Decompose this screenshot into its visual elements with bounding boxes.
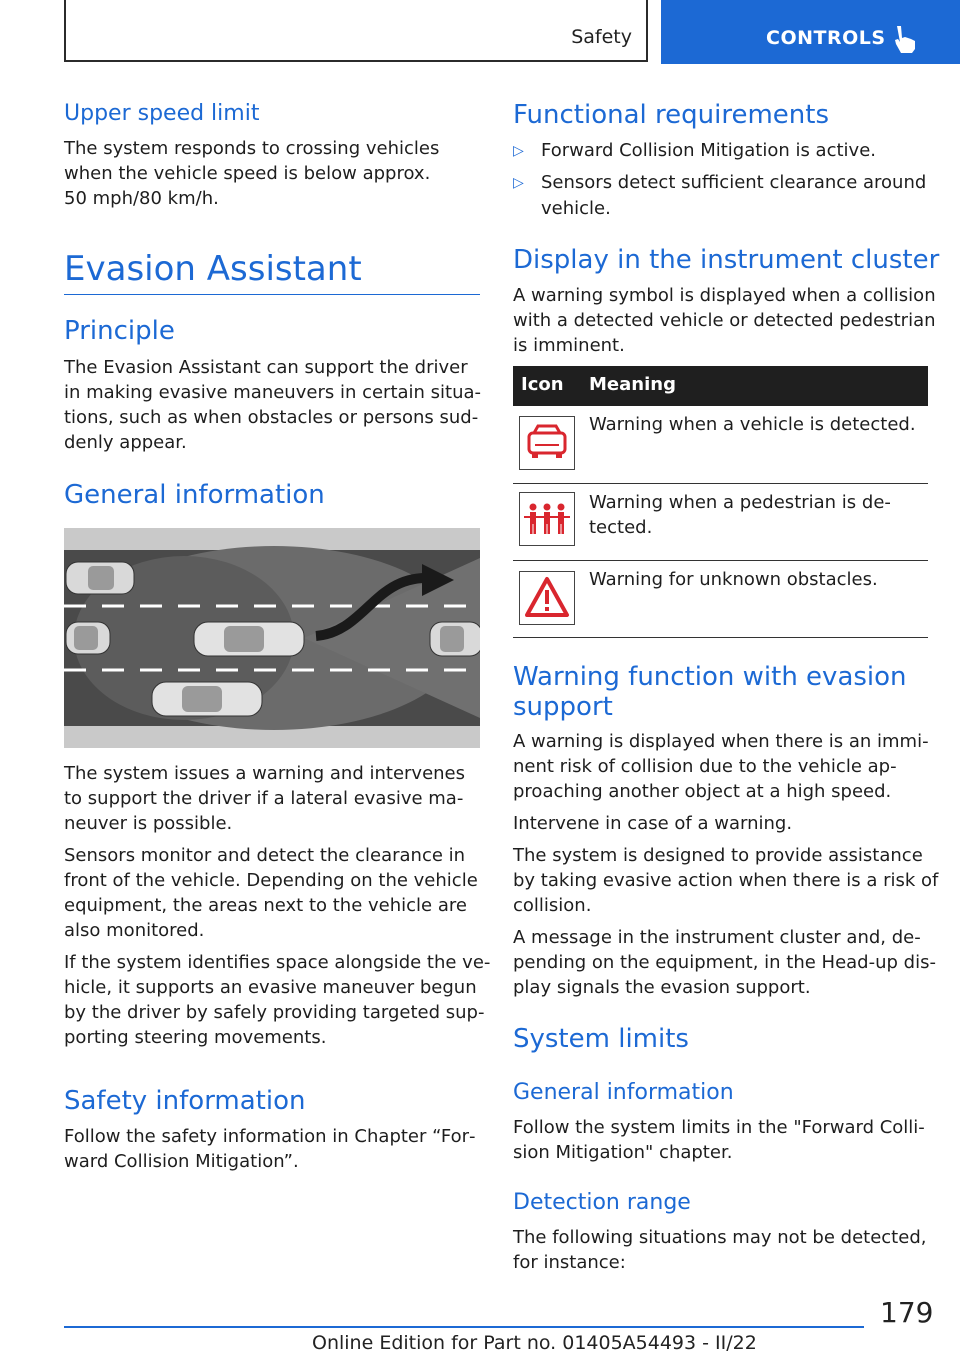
text-line: The Evasion Assistant can support the driver bbox=[64, 357, 468, 378]
display-text bbox=[513, 283, 936, 358]
text-line: nent risk of collision due to the vehicle ap‐ bbox=[513, 756, 897, 777]
meaning-text bbox=[589, 412, 916, 437]
text-line: proaching another object at a high speed. bbox=[513, 781, 892, 802]
text-line: The system responds to crossing vehicles bbox=[64, 138, 440, 159]
triangle-bullet-icon: ▷ bbox=[513, 143, 524, 159]
car-icon bbox=[152, 682, 262, 716]
row-divider bbox=[513, 637, 928, 638]
text-line: to support the driver if a lateral evasive ma‐ bbox=[64, 788, 464, 809]
vehicle-warning-icon bbox=[519, 416, 575, 470]
text-line: sion Mitigation" chapter. bbox=[513, 1142, 733, 1163]
column-header-meaning: Meaning bbox=[589, 374, 676, 395]
limits-general-heading: General information bbox=[513, 1080, 734, 1105]
meaning-text bbox=[589, 567, 878, 592]
text-line: If the system identifies space alongside the ve‐ bbox=[64, 952, 491, 973]
text-line: The following situations may not be detected, bbox=[513, 1227, 927, 1248]
limits-heading: System limits bbox=[513, 1024, 689, 1054]
bullet-text: vehicle. bbox=[541, 198, 611, 219]
page-number: 179 bbox=[880, 1296, 934, 1329]
warning-para-1 bbox=[513, 729, 929, 804]
text-line: porting steering movements. bbox=[64, 1027, 327, 1048]
table-row bbox=[513, 561, 928, 637]
upper-speed-heading: Upper speed limit bbox=[64, 101, 260, 126]
text-line: Warning when a pedestrian is de‐ bbox=[589, 492, 891, 513]
title-rule bbox=[64, 294, 480, 295]
text-line: front of the vehicle. Depending on the vehicle bbox=[64, 870, 478, 891]
bullet-text: Sensors detect sufficient clearance around bbox=[541, 172, 927, 193]
text-line: collision. bbox=[513, 895, 592, 916]
table-row bbox=[513, 484, 928, 560]
warning-para-4 bbox=[513, 925, 936, 1000]
general-para-1 bbox=[64, 761, 465, 836]
text-line: neuver is possible. bbox=[64, 813, 233, 834]
upper-speed-text bbox=[64, 136, 439, 211]
text-line: denly appear. bbox=[64, 432, 187, 453]
general-heading: General information bbox=[64, 480, 325, 510]
text-line: for instance: bbox=[513, 1252, 626, 1273]
text-line: 50 mph/80 km/h. bbox=[64, 188, 219, 209]
header-section-box bbox=[64, 0, 648, 62]
car-icon bbox=[66, 622, 110, 654]
text-line: play signals the evasion support. bbox=[513, 977, 811, 998]
footer-rule bbox=[64, 1326, 864, 1328]
chapter-title: CONTROLS bbox=[766, 27, 886, 49]
hand-pointer-icon bbox=[893, 24, 919, 58]
chapter-tab bbox=[661, 0, 960, 64]
warning-heading bbox=[513, 662, 907, 722]
text-line: A warning symbol is displayed when a collision bbox=[513, 285, 936, 306]
safety-text bbox=[64, 1124, 476, 1174]
column-header-icon: Icon bbox=[521, 374, 564, 395]
detection-text bbox=[513, 1225, 926, 1275]
obstacle-warning-icon bbox=[519, 571, 575, 625]
car-icon bbox=[66, 562, 134, 594]
text-line: hicle, it supports an evasive maneuver begun bbox=[64, 977, 477, 998]
text-line: in making evasive maneuvers in certain situa‐ bbox=[64, 382, 482, 403]
text-line: by the driver by safely providing targeted sup‐ bbox=[64, 1002, 485, 1023]
warning-para-2 bbox=[513, 811, 792, 836]
evasion-title: Evasion Assistant bbox=[64, 249, 362, 289]
text-line: equipment, the areas next to the vehicle are bbox=[64, 895, 467, 916]
text-line: by taking evasive action when there is a risk of bbox=[513, 870, 939, 891]
general-para-3 bbox=[64, 950, 490, 1050]
edition-note: Online Edition for Part no. 01405A54493 - II/22 bbox=[312, 1332, 757, 1354]
evasion-illustration bbox=[64, 528, 480, 748]
meaning-text bbox=[589, 490, 891, 540]
safety-heading: Safety information bbox=[64, 1086, 306, 1116]
detection-heading: Detection range bbox=[513, 1190, 691, 1215]
heading-line: Warning function with evasion bbox=[513, 662, 907, 692]
text-line: pending on the equipment, in the Head-up dis‐ bbox=[513, 952, 936, 973]
text-line: Warning for unknown obstacles. bbox=[589, 569, 878, 590]
table-header bbox=[513, 366, 928, 406]
general-para-2 bbox=[64, 843, 478, 943]
list-item bbox=[513, 170, 928, 224]
triangle-bullet-icon: ▷ bbox=[513, 175, 524, 191]
text-line: Sensors monitor and detect the clearance in bbox=[64, 845, 466, 866]
text-line: is imminent. bbox=[513, 335, 625, 356]
text-line: tions, such as when obstacles or persons sud‐ bbox=[64, 407, 479, 428]
table-row bbox=[513, 406, 928, 483]
text-line: when the vehicle speed is below approx. bbox=[64, 163, 431, 184]
heading-line: support bbox=[513, 692, 613, 722]
text-line: ward Collision Mitigation”. bbox=[64, 1151, 299, 1172]
section-title: Safety bbox=[571, 26, 632, 48]
functional-heading: Functional requirements bbox=[513, 100, 829, 130]
text-line: Intervene in case of a warning. bbox=[513, 813, 793, 834]
list-item bbox=[513, 138, 928, 166]
display-heading: Display in the instrument cluster bbox=[513, 245, 940, 275]
pedestrian-warning-icon bbox=[519, 492, 575, 546]
text-line: also monitored. bbox=[64, 920, 205, 941]
car-icon bbox=[194, 622, 304, 656]
text-line: A message in the instrument cluster and, de‐ bbox=[513, 927, 921, 948]
bullet-text: Forward Collision Mitigation is active. bbox=[541, 140, 876, 161]
text-line: Follow the system limits in the "Forward Colli‐ bbox=[513, 1117, 925, 1138]
warning-para-3 bbox=[513, 843, 938, 918]
text-line: with a detected vehicle or detected pedestrian bbox=[513, 310, 936, 331]
car-icon bbox=[430, 622, 480, 656]
principle-heading: Principle bbox=[64, 316, 175, 346]
text-line: A warning is displayed when there is an immi‐ bbox=[513, 731, 929, 752]
text-line: The system issues a warning and intervenes bbox=[64, 763, 466, 784]
text-line: Follow the safety information in Chapter “For‐ bbox=[64, 1126, 476, 1147]
text-line: The system is designed to provide assistance bbox=[513, 845, 923, 866]
text-line: Warning when a vehicle is detected. bbox=[589, 414, 916, 435]
limits-general-text bbox=[513, 1115, 925, 1165]
text-line: tected. bbox=[589, 517, 653, 538]
principle-text bbox=[64, 355, 481, 455]
